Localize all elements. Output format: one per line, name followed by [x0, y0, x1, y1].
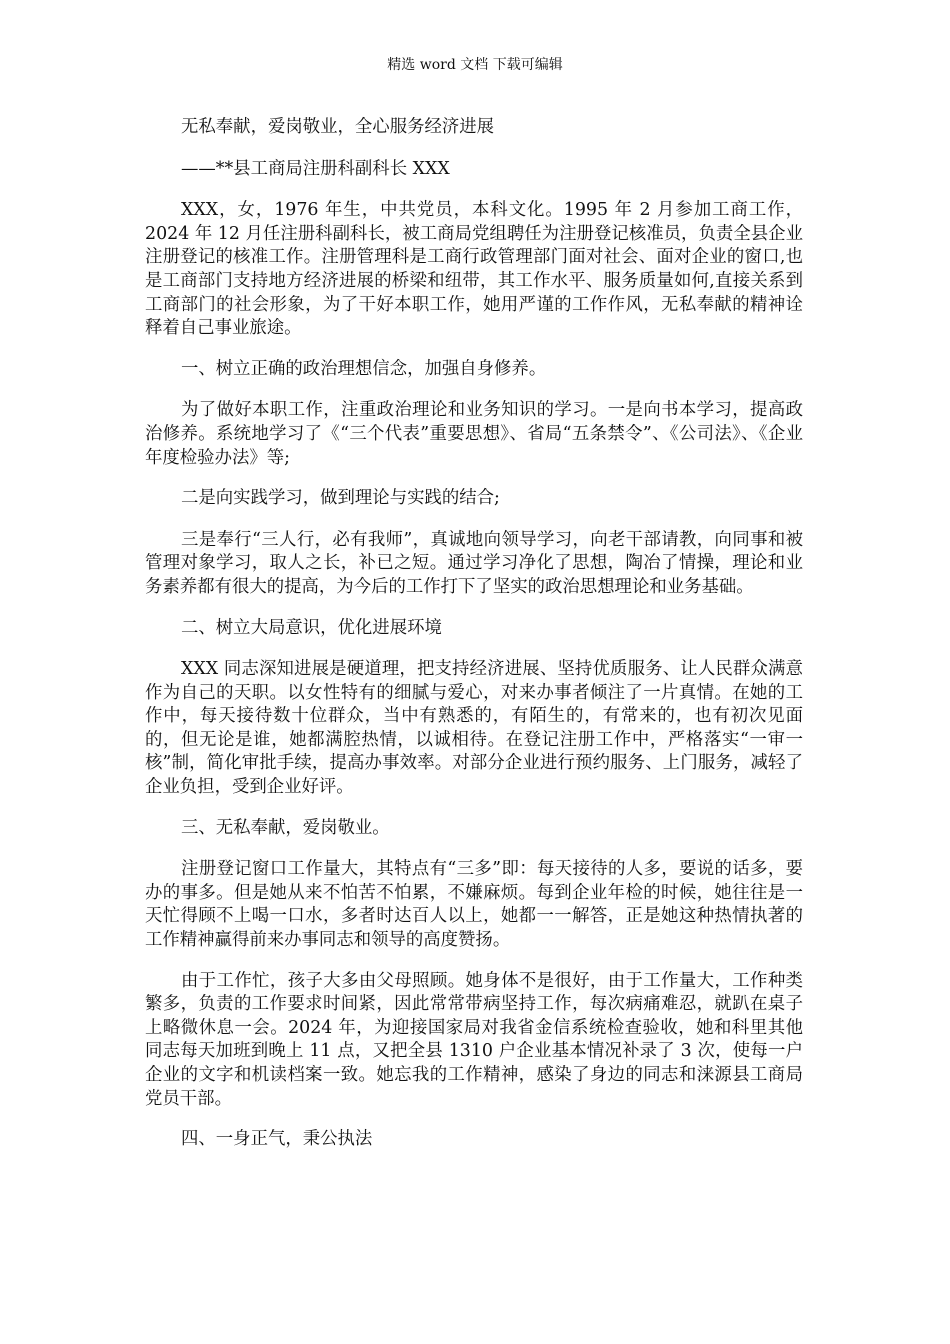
section-heading-1: 一、树立正确的政治理想信念，加强自身修养。	[181, 358, 547, 379]
paragraph-dedication: 由于工作忙，孩子大多由父母照顾。她身体不是很好，由于工作量大，工作种类繁多，负责的工作要求时间紧，因此常常带病坚持工作，每次病痛难忍，就趴在桌子上略微休息一会。2024 年，为迎接国家局对我省金信系统检查验收，她和科里其他同志每天加班到晚上 11 点，又把全县 1310 户企业基本情况补录了 3 次，使每一户企业的文字和机读档案一致。她忘我的工作精神，感染了身边的同志和涞源县工商局党员干部。	[145, 970, 803, 1109]
section-heading-2: 二、树立大局意识，优化进展环境	[181, 617, 442, 638]
paragraph-study: 为了做好本职工作，注重政治理论和业务知识的学习。一是向书本学习，提高政治修养。系统地学习了《“三个代表”重要思想》、省局“五条禁令”、《公司法》、《企业年度检验办法》等;	[145, 400, 803, 468]
paragraph-workload: 注册登记窗口工作量大，其特点有“三多”即：每天接待的人多，要说的话多，要办的事多。但是她从来不怕苦不怕累，不嫌麻烦。每到企业年检的时候，她往往是一天忙得顾不上喝一口水，多者时达百人以上，她都一一解答，正是她这种热情执著的工作精神赢得前来办事同志和领导的高度赞扬。	[145, 859, 803, 951]
page-header: 精选 word 文档 下载可编辑	[387, 57, 563, 73]
document-body	[145, 116, 803, 1170]
paragraph-learn-from-others: 三是奉行“三人行，必有我师”，真诚地向领导学习，向老干部请教，向同事和被管理对象学习，取人之长，补已之短。通过学习净化了思想，陶冶了情操，理论和业务素养都有很大的提高，为今后的工作打下了坚实的政治思想理论和业务基础。	[145, 529, 803, 597]
document-byline: ——**县工商局注册科副科长 XXX	[181, 158, 450, 179]
paragraph-practice: 二是向实践学习，做到理论与实践的结合;	[181, 488, 500, 509]
document-title: 无私奉献，爱岗敬业，全心服务经济进展	[181, 117, 495, 137]
paragraph-intro: XXX，女，1976 年生，中共党员，本科文化。1995 年 2 月参加工商工作，2024 年 12 月任注册科副科长，被工商局党组聘任为注册登记核准员，负责全县企业注册登记的核准工作。注册管理科是工商行政管理部门面对社会、面对企业的窗口,也是工商部门支持地方经济进展的桥梁和纽带，其工作水平、服务质量如何,直接关系到工商部门的社会形象，为了干好本职工作，她用严谨的工作作风，无私奉献的精神诠释着自己事业旅途。	[145, 200, 803, 339]
paragraph-service: XXX 同志深知进展是硬道理，把支持经济进展、坚持优质服务、让人民群众满意作为自己的天职。以女性特有的细腻与爱心，对来办事者倾注了一片真情。在她的工作中，每天接待数十位群众，当中有熟悉的，有陌生的，有常来的，也有初次见面的，但无论是谁，她都满腔热情，以诚相待。在登记注册工作中，严格落实“一审一核”制，简化审批手续，提高办事效率。对部分企业进行预约服务、上门服务，减轻了企业负担，受到企业好评。	[145, 659, 803, 798]
section-heading-4: 四、一身正气，秉公执法	[181, 1129, 373, 1150]
section-heading-3: 三、无私奉献，爱岗敬业。	[181, 817, 390, 838]
